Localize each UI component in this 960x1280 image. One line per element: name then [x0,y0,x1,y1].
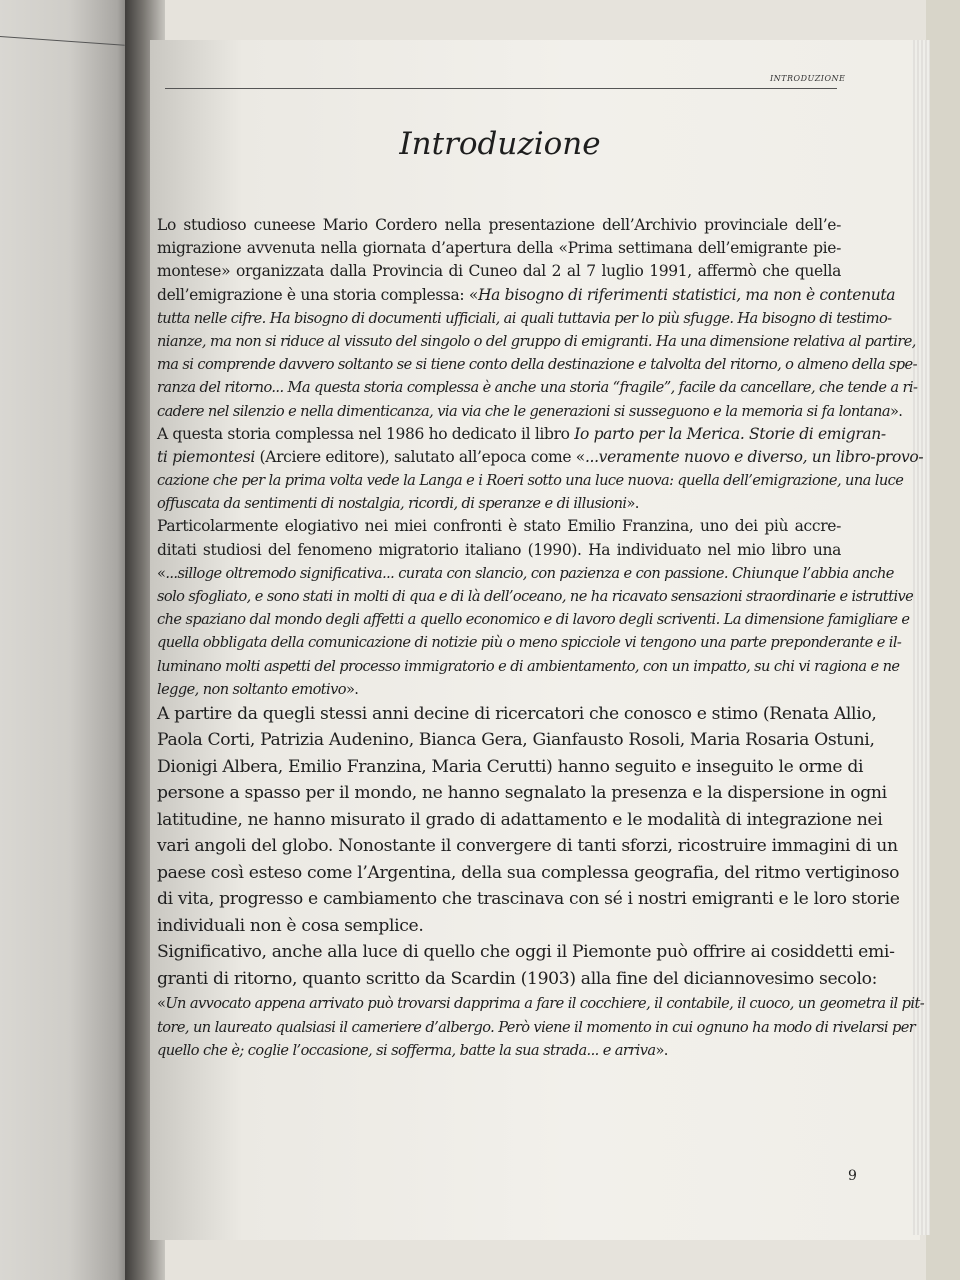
text-line [157,260,841,283]
text-line [157,1016,916,1039]
text-line [157,939,895,966]
italic-text: ma si comprende davvero soltanto se si tiene conto della destinazione e talvolta del ritorno, o almeno della spe- [157,356,917,374]
text-line [157,539,841,562]
text-line [157,330,916,353]
text-line [157,492,841,515]
paragraph [157,701,900,940]
text-line [157,1039,841,1062]
italic-text: quella obbligata della comunicazione di notizie più o meno spicciole vi tengono una parte preponderante e il- [157,634,902,652]
text-run: ». [655,1041,668,1059]
italic-text: quello che è; coglie l’occasione, si sofferma, batte la sua strada... e arriva [157,1041,656,1059]
text-line [157,562,894,585]
text-line [157,701,877,728]
paragraph [157,515,914,701]
text-line [157,807,883,834]
text-run: Particolarmente elogiativo nei miei confronti è stato Emilio Franzina, uno dei più accre- [157,517,841,536]
text-line [157,400,903,423]
text-line [157,833,898,860]
text-run: Dionigi Albera, Emilio Franzina, Maria Cerutti) hanno seguito e inseguito le orme di [157,756,864,777]
text-line [157,284,896,307]
page-number: 9 [848,1168,857,1184]
text-line [157,214,841,237]
running-head: INTRODUZIONE [770,74,846,83]
text-run: paese così esteso come l’Argentina, della sua complessa geografia, del ritmo vertiginoso [157,862,900,883]
text-run: dell’emigrazione è una storia complessa: « [157,285,479,304]
paragraph [157,939,925,1062]
text-line [157,992,925,1015]
text-line [157,353,917,376]
left-page-rule [0,36,125,46]
text-run: latitudine, ne hanno misurato il grado di adattamento e le modalità di integrazione nei [157,809,883,830]
text-run: (Arciere editore), salutato all’epoca come « [254,447,585,466]
italic-text: nianze, ma non si riduce al vissuto del singolo o del gruppo di emigranti. Ha una dimensione relativa al partire, [157,332,916,350]
text-run: di vita, progresso e cambiamento che trascinava con sé i nostri emigranti e le loro storie [157,889,900,910]
text-line [157,423,886,446]
italic-text: che spaziano dal mondo degli affetti a quello economico e di lavoro degli scriventi. La dimensione famigliare e [157,611,910,629]
italic-text: ...veramente nuovo e diverso, un libro-provo- [584,447,924,466]
italic-text: ranza del ritorno... Ma questa storia complessa è anche una storia “fragile”, facile da cancellare, che tende a ri- [157,379,918,397]
text-line [157,446,924,469]
paragraph [157,423,924,516]
text-run: ». [626,495,639,513]
italic-text: Ha bisogno di riferimenti statistici, ma non è contenuta [478,285,896,304]
text-line [157,376,918,399]
text-line [157,966,878,993]
body-text [157,214,925,1062]
text-line [157,886,900,913]
text-run: A partire da quegli stessi anni decine di ricercatori che conosco e stimo (Renata Allio, [157,703,877,724]
background-surface [926,0,960,1280]
text-run: ditati studiosi del fenomeno migratorio italiano (1990). Ha individuato nel mio libro una [157,540,841,559]
text-run: migrazione avvenuta nella giornata d’apertura della «Prima settimana dell’emigrante pie- [157,239,841,258]
text-run: individuali non è cosa semplice. [157,915,424,936]
paragraph [157,214,918,423]
italic-text: ti piemontesi [157,447,255,466]
text-line [157,469,904,492]
italic-text: ...silloge oltremodo significativa... curata con slancio, con pazienza e con passione. Chiunque l’abbia anche [165,564,894,582]
italic-text: Un avvocato appena arrivato può trovarsi dapprima a fare il cocchiere, il contabile, il cuoco, un geometra il pit- [165,995,925,1013]
italic-text: tore, un laureato qualsiasi il cameriere d’albergo. Però viene il momento in cui ognuno ha modo di rivelarsi per [157,1018,916,1036]
text-line [157,655,900,678]
text-line [157,860,900,887]
italic-text: solo sfogliato, e sono stati in molti di qua e di là dell’oceano, ne ha ricavato sensazioni straordinarie e istruttive [157,588,914,605]
page-title: Introduzione [399,126,601,162]
text-line [157,515,841,538]
text-run: « [157,564,166,582]
text-line [157,780,887,807]
italic-text: legge, non soltanto emotivo [157,680,346,698]
italic-text: tutta nelle cifre. Ha bisogno di documenti ufficiali, ai quali tuttavia per lo più sfugge. Ha bisogno di testimo- [157,309,892,327]
text-line [157,631,902,654]
left-page-edge [0,0,138,1280]
italic-text: cazione che per la prima volta vede la Langa e i Roeri sotto una luce nuova: quella dell’emigrazione, una luce [157,472,904,490]
text-line [157,307,892,330]
text-line [157,585,914,608]
text-line [157,608,910,631]
text-line [157,727,875,754]
page-stack-edge [912,40,930,1235]
text-run: ». [889,402,903,420]
text-run: granti di ritorno, quanto scritto da Scardin (1903) alla fine del diciannovesimo secolo: [157,968,878,989]
text-run: « [157,995,166,1013]
text-run: persone a spasso per il mondo, ne hanno segnalato la presenza e la dispersione in ogni [157,783,887,804]
italic-text: offuscata da sentimenti di nostalgia, ricordi, di speranze e di illusioni [157,495,627,513]
italic-text: Io parto per la Merica. Storie di emigran- [574,424,886,443]
text-line [157,913,841,940]
italic-text: cadere nel silenzio e nella dimenticanza, via via che le generazioni si susseguono e la memoria si fa lontana [157,402,890,420]
text-run: A questa storia complessa nel 1986 ho dedicato il libro [157,424,575,443]
text-run: Lo studioso cuneese Mario Cordero nella presentazione dell’Archivio provinciale dell’e- [157,216,841,234]
text-line [157,754,864,781]
text-run: Significativo, anche alla luce di quello che oggi il Piemonte può offrire ai cosiddetti emi- [157,942,895,963]
text-run: Paola Corti, Patrizia Audenino, Bianca Gera, Gianfausto Rosoli, Maria Rosaria Ostuni, [157,730,875,751]
text-run: montese» organizzata dalla Provincia di Cuneo dal 2 al 7 luglio 1991, affermò che quella [157,262,841,281]
text-line [157,237,841,260]
italic-text: luminano molti aspetti del processo immigratorio e di ambientamento, con un impatto, su chi vi ragiona e ne [157,657,900,675]
header-rule [165,88,837,89]
text-run: vari angoli del globo. Nonostante il convergere di tanti sforzi, ricostruire immagini di un [157,836,898,857]
text-run: ». [345,680,359,698]
text-line [157,678,841,701]
